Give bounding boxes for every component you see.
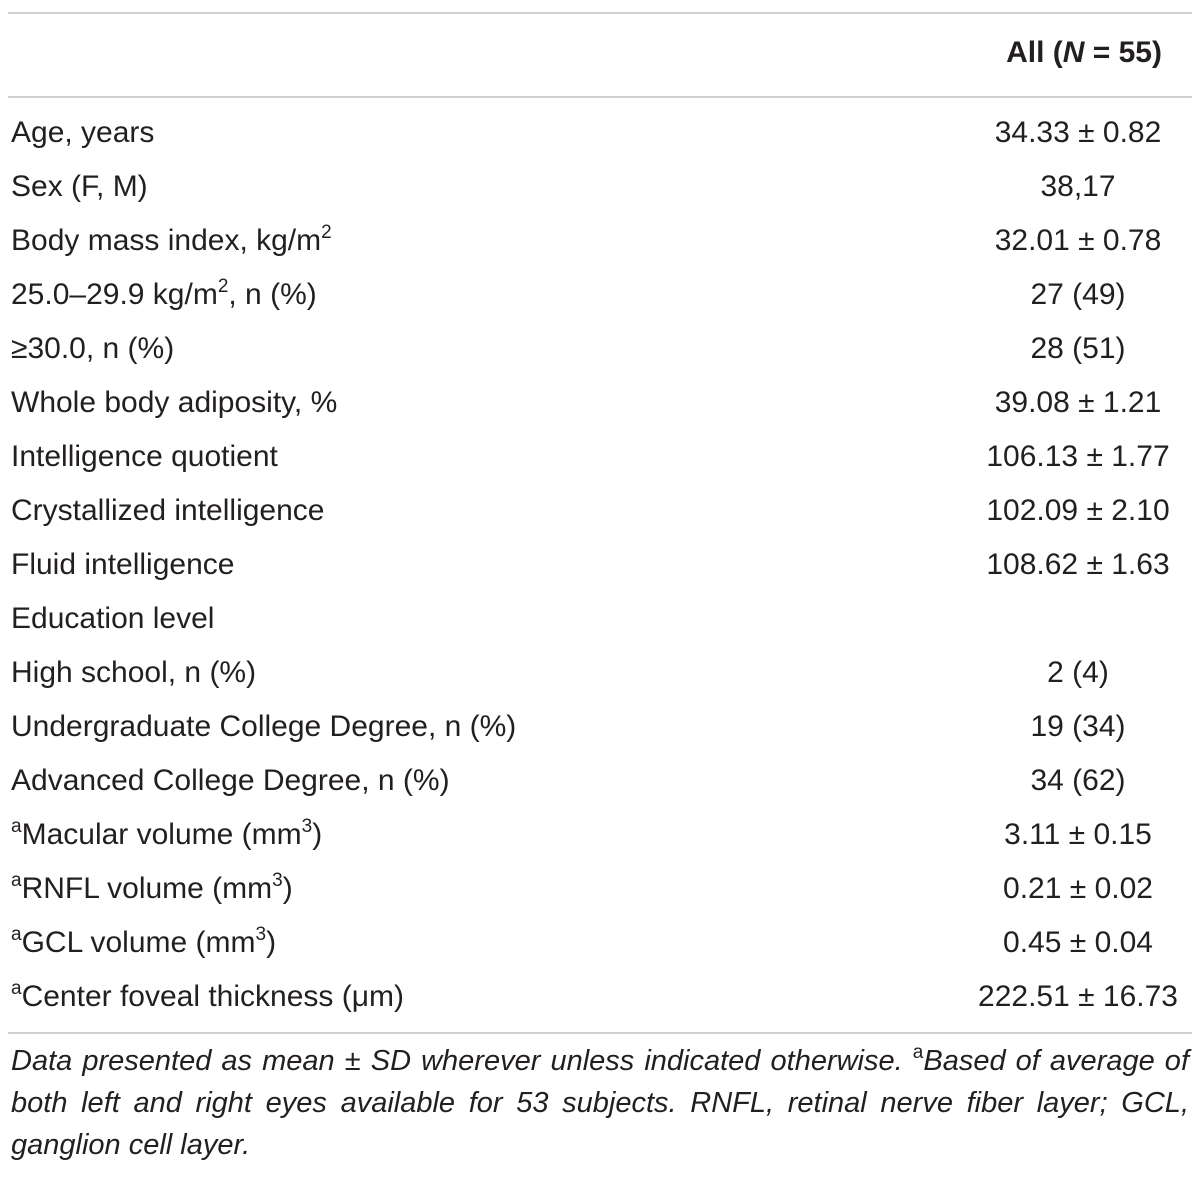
row-value: 108.62 ± 1.63 <box>986 548 1170 581</box>
table-row <box>8 808 1192 862</box>
table-row <box>8 970 1192 1024</box>
row-value: 38,17 <box>1040 170 1116 203</box>
row-value: 102.09 ± 2.10 <box>986 494 1170 527</box>
table-row <box>8 754 1192 808</box>
table-row <box>8 862 1192 916</box>
table-row <box>8 916 1192 970</box>
row-label: Sex (F, M) <box>11 170 148 203</box>
footnote-marker: a <box>912 1042 924 1063</box>
row-label: Advanced College Degree, n (%) <box>11 764 450 797</box>
table-row <box>8 646 1192 700</box>
table-body <box>8 98 1192 1032</box>
table-row <box>8 322 1192 376</box>
row-label: ≥30.0, n (%) <box>11 332 175 365</box>
row-value: 27 (49) <box>1030 278 1126 311</box>
row-value: 0.21 ± 0.02 <box>1003 872 1153 905</box>
table-row <box>8 700 1192 754</box>
row-label: $^a$RNFL volume $(mm^3)$ <box>11 870 293 905</box>
row-value: 106.13 ± 1.77 <box>986 440 1170 473</box>
row-value: 2 (4) <box>1047 656 1109 689</box>
table-row <box>8 214 1192 268</box>
table-row <box>8 106 1192 160</box>
table-row <box>8 592 1192 646</box>
table-row <box>8 376 1192 430</box>
row-label: 25.0–29.9 $kg/m^2$, n (%) <box>11 276 317 311</box>
footnote-marker: a <box>11 870 22 891</box>
table-header <box>8 14 1192 96</box>
row-label: $^a$GCL volume $(mm^3)$ <box>11 924 277 959</box>
row-label: Body mass index, $kg/m^2$ <box>11 222 332 257</box>
row-value: 19 (34) <box>1030 710 1126 743</box>
table-row <box>8 484 1192 538</box>
row-value: 34.33 ± 0.82 <box>994 116 1162 149</box>
row-value: 3.11 ± 0.15 <box>1004 818 1152 851</box>
row-value: 28 (51) <box>1030 332 1126 365</box>
row-value: 0.45 ± 0.04 <box>1003 926 1153 959</box>
row-value: 39.08 ± 1.21 <box>994 386 1162 419</box>
row-label: Whole body adiposity, % <box>11 386 338 419</box>
table-row <box>8 430 1192 484</box>
row-label: $^a$Center foveal thickness (μm) <box>11 978 404 1013</box>
row-value: 222.51 ± 16.73 <box>978 980 1178 1013</box>
row-label: Fluid intelligence <box>11 548 235 581</box>
footnote-marker: a <box>11 816 22 837</box>
row-value: 34 (62) <box>1030 764 1126 797</box>
row-label: Crystallized intelligence <box>11 494 325 527</box>
footnote-marker: a <box>11 924 22 945</box>
row-label: $^a$Macular volume $(mm^3)$ <box>11 816 323 851</box>
row-label: Undergraduate College Degree, n (%) <box>11 710 517 743</box>
row-label: Education level <box>11 602 215 635</box>
row-label: Age, years <box>11 116 155 149</box>
demographics-table <box>8 0 1192 1166</box>
table-row <box>8 538 1192 592</box>
row-label: Intelligence quotient <box>11 440 278 473</box>
row-label: High school, n (%) <box>11 656 257 689</box>
column-header-all: All (N = 55) <box>1006 36 1162 69</box>
table-row <box>8 160 1192 214</box>
footnote-marker: a <box>11 978 22 999</box>
table-footnote: Data presented as mean ± SD wherever unless indicated otherwise. $^a$Based of average of both left and right eyes available for 53 subjects. RNFL, retinal nerve fiber layer; GCL, ganglion cell layer. <box>11 1042 1189 1161</box>
row-value: 32.01 ± 0.78 <box>994 224 1162 257</box>
table-row <box>8 268 1192 322</box>
